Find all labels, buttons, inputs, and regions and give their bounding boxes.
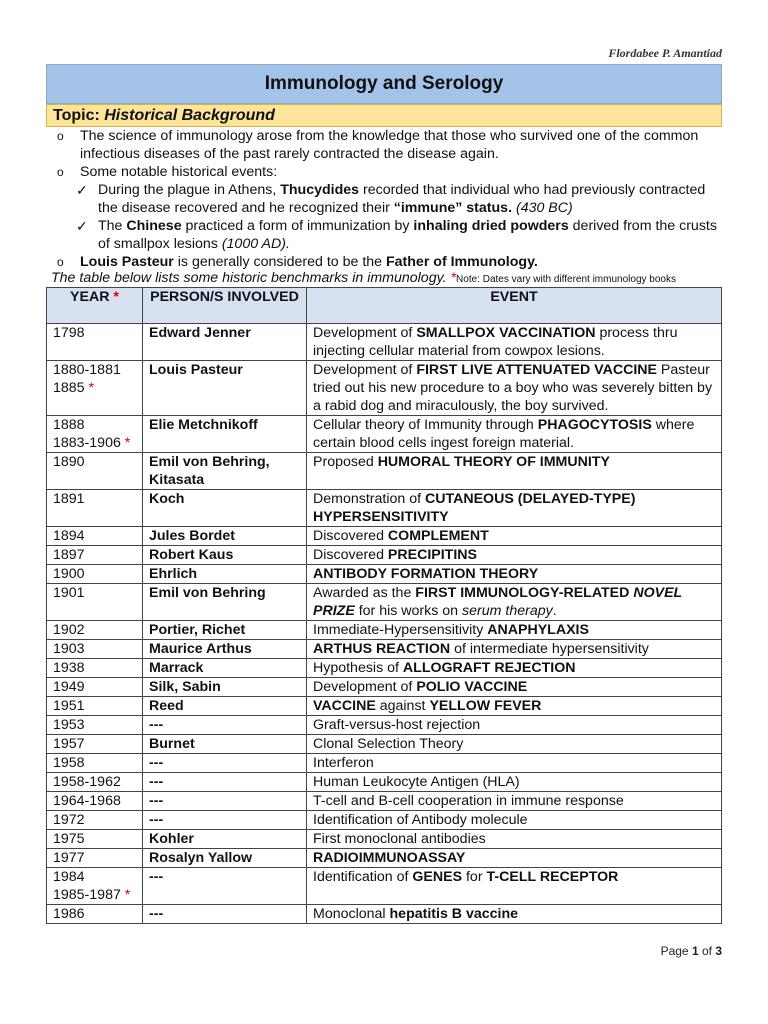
person-cell: --- <box>143 811 307 830</box>
person-cell: Robert Kaus <box>143 546 307 565</box>
event-cell: Cellular theory of Immunity through PHAGOCYTOSIS where certain blood cells ingest foreign material. <box>307 416 722 453</box>
table-row <box>47 453 722 490</box>
year-cell: 1977 <box>47 849 143 868</box>
event-cell: RADIOIMMUNOASSAY <box>307 849 722 868</box>
event-cell: T-cell and B-cell cooperation in immune response <box>307 792 722 811</box>
person-cell: --- <box>143 905 307 924</box>
year-cell: 1972 <box>47 811 143 830</box>
table-row <box>47 361 722 416</box>
table-row <box>47 697 722 716</box>
year-cell: 1894 <box>47 527 143 546</box>
event-cell: Development of POLIO VACCINE <box>307 678 722 697</box>
year-cell: 1949 <box>47 678 143 697</box>
event-cell: Graft-versus-host rejection <box>307 716 722 735</box>
person-cell: Ehrlich <box>143 565 307 584</box>
sub-bullet-text: The Chinese practiced a form of immunization by inhaling dried powders derived from the crusts of smallpox lesions (1000 AD). <box>98 218 717 252</box>
person-cell: Emil von Behring <box>143 584 307 621</box>
table-row <box>47 792 722 811</box>
table-row <box>47 659 722 678</box>
table-row <box>47 754 722 773</box>
table-header-row <box>47 288 722 324</box>
person-cell: --- <box>143 716 307 735</box>
year-column-header: YEAR * <box>47 288 143 324</box>
asterisk-note-marker: * <box>450 270 457 286</box>
person-cell: --- <box>143 773 307 792</box>
table-row <box>47 584 722 621</box>
person-cell: Burnet <box>143 735 307 754</box>
circle-bullet-icon: o <box>57 165 64 179</box>
author-name: Flordabee P. Amantiad <box>608 46 722 60</box>
bullet-text: Some notable historical events: <box>80 164 278 180</box>
table-row <box>47 640 722 659</box>
person-cell: --- <box>143 868 307 905</box>
table-row <box>47 735 722 754</box>
event-cell: Monoclonal hepatitis B vaccine <box>307 905 722 924</box>
person-cell: Edward Jenner <box>143 324 307 361</box>
year-cell: 1902 <box>47 621 143 640</box>
person-cell: Maurice Arthus <box>143 640 307 659</box>
history-table <box>46 287 722 924</box>
year-cell: 1957 <box>47 735 143 754</box>
event-cell: Clonal Selection Theory <box>307 735 722 754</box>
year-cell: 1958 <box>47 754 143 773</box>
year-cell: 1958-1962 <box>47 773 143 792</box>
event-cell: Proposed HUMORAL THEORY OF IMMUNITY <box>307 453 722 490</box>
document-title: Immunology and Serology <box>46 64 722 104</box>
event-cell: Discovered PRECIPITINS <box>307 546 722 565</box>
year-cell: 1900 <box>47 565 143 584</box>
person-cell: Rosalyn Yallow <box>143 849 307 868</box>
person-cell: Emil von Behring, Kitasata <box>143 453 307 490</box>
person-cell: Kohler <box>143 830 307 849</box>
sub-bullet-item <box>46 181 722 217</box>
year-cell: 1986 <box>47 905 143 924</box>
topic-prefix: Topic: <box>53 107 105 124</box>
table-row <box>47 490 722 527</box>
person-cell: Louis Pasteur <box>143 361 307 416</box>
page-number: Page 1 of 3 <box>660 944 722 958</box>
event-cell: Development of SMALLPOX VACCINATION process thru injecting cellular material from cowpox lesions. <box>307 324 722 361</box>
event-cell: Demonstration of CUTANEOUS (DELAYED-TYPE) HYPERSENSITIVITY <box>307 490 722 527</box>
date-note: Note: Dates vary with different immunology books <box>456 274 676 285</box>
table-row <box>47 905 722 924</box>
person-cell: --- <box>143 792 307 811</box>
bullet-text: Louis Pasteur is generally considered to be the Father of Immunology. <box>80 254 538 270</box>
event-cell: Hypothesis of ALLOGRAFT REJECTION <box>307 659 722 678</box>
table-row <box>47 849 722 868</box>
table-row <box>47 416 722 453</box>
table-row <box>47 527 722 546</box>
year-cell: 1903 <box>47 640 143 659</box>
event-cell: Human Leukocyte Antigen (HLA) <box>307 773 722 792</box>
event-cell: Development of FIRST LIVE ATTENUATED VACCINE Pasteur tried out his new procedure to a boy who was severely bitten by a rabid dog and miraculously, the boy survived. <box>307 361 722 416</box>
person-cell: Elie Metchnikoff <box>143 416 307 453</box>
person-cell: Jules Bordet <box>143 527 307 546</box>
event-cell: First monoclonal antibodies <box>307 830 722 849</box>
year-cell: 1891 <box>47 490 143 527</box>
table-row <box>47 773 722 792</box>
table-row <box>47 830 722 849</box>
bullet-text: The science of immunology arose from the knowledge that those who survived one of the common infectious diseases of the past rarely contracted the disease again. <box>80 128 699 162</box>
sub-bullet-text: During the plague in Athens, Thucydides recorded that individual who had previously contracted the disease recovered and he recognized their “immune” status. (430 BC) <box>98 182 706 216</box>
year-cell: 1984 1985-1987 * <box>47 868 143 905</box>
year-cell: 1798 <box>47 324 143 361</box>
year-cell: 1964-1968 <box>47 792 143 811</box>
year-cell: 1880-1881 1885 * <box>47 361 143 416</box>
table-caption: The table below lists some historic benchmarks in immunology. *Note: Dates vary with different immunology books <box>51 270 676 286</box>
table-row <box>47 811 722 830</box>
person-column-header: PERSON/S INVOLVED <box>143 288 307 324</box>
bullet-item <box>46 163 722 181</box>
year-cell: 1938 <box>47 659 143 678</box>
year-cell: 1901 <box>47 584 143 621</box>
table-row <box>47 621 722 640</box>
table-row <box>47 868 722 905</box>
checkmark-icon: ✓ <box>76 218 88 234</box>
table-body <box>47 324 722 924</box>
year-cell: 1890 <box>47 453 143 490</box>
person-cell: Portier, Richet <box>143 621 307 640</box>
bullet-item <box>46 127 722 163</box>
person-cell: Reed <box>143 697 307 716</box>
year-cell: 1897 <box>47 546 143 565</box>
circle-bullet-icon: o <box>57 129 64 143</box>
event-cell: Discovered COMPLEMENT <box>307 527 722 546</box>
event-cell: ARTHUS REACTION of intermediate hypersensitivity <box>307 640 722 659</box>
event-cell: Interferon <box>307 754 722 773</box>
person-cell: Silk, Sabin <box>143 678 307 697</box>
checkmark-icon: ✓ <box>76 182 88 198</box>
event-cell: Identification of Antibody molecule <box>307 811 722 830</box>
person-cell: --- <box>143 754 307 773</box>
year-cell: 1953 <box>47 716 143 735</box>
table-row <box>47 324 722 361</box>
year-cell: 1888 1883-1906 * <box>47 416 143 453</box>
circle-bullet-icon: o <box>57 255 64 269</box>
event-cell: Identification of GENES for T-CELL RECEPTOR <box>307 868 722 905</box>
year-cell: 1951 <box>47 697 143 716</box>
person-cell: Marrack <box>143 659 307 678</box>
bullet-item <box>46 253 722 271</box>
event-cell: Awarded as the FIRST IMMUNOLOGY-RELATED NOVEL PRIZE for his works on serum therapy. <box>307 584 722 621</box>
table-row <box>47 565 722 584</box>
table-row <box>47 716 722 735</box>
person-cell: Koch <box>143 490 307 527</box>
event-cell: VACCINE against YELLOW FEVER <box>307 697 722 716</box>
table-row <box>47 678 722 697</box>
intro-bullets <box>46 127 722 271</box>
year-cell: 1975 <box>47 830 143 849</box>
sub-bullet-item <box>46 217 722 253</box>
table-row <box>47 546 722 565</box>
event-cell: ANTIBODY FORMATION THEORY <box>307 565 722 584</box>
event-cell: Immediate-Hypersensitivity ANAPHYLAXIS <box>307 621 722 640</box>
topic-heading <box>46 104 722 127</box>
topic-name: Historical Background <box>104 107 275 124</box>
event-column-header: EVENT <box>307 288 722 324</box>
